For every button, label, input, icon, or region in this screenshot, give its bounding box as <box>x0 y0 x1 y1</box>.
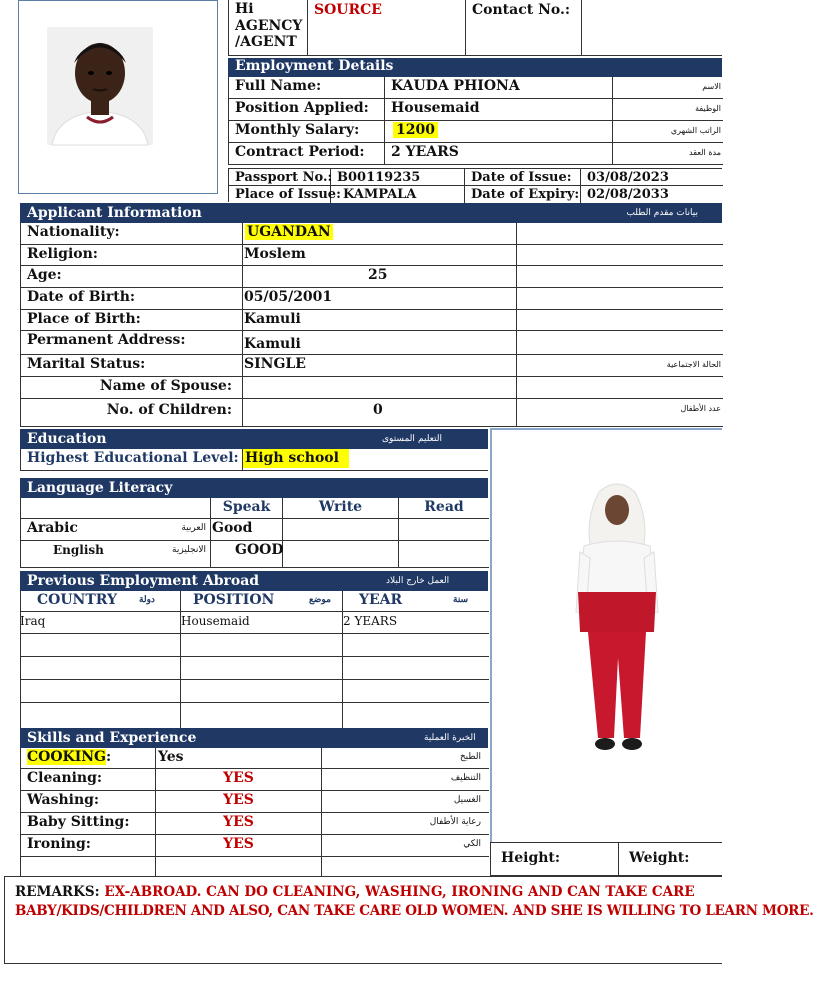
language-arabic-speak: Good <box>211 519 283 541</box>
employment-details-table <box>228 77 722 165</box>
header-row <box>228 0 722 56</box>
previous-employment-title: Previous Employment Abroad <box>27 573 260 589</box>
country-header: COUNTRY دولة <box>21 591 181 612</box>
contract-period-label: Contract Period: <box>229 143 385 165</box>
skills-title: Skills and Experience <box>27 730 197 746</box>
language-arabic-ar: العربية <box>151 519 211 541</box>
education-title: Education <box>27 431 107 447</box>
monthly-salary-value: 1200 <box>393 122 438 138</box>
monthly-salary-arabic: الراتب الشهري <box>613 121 723 143</box>
applicant-info-header <box>20 203 722 223</box>
language-table <box>20 498 488 568</box>
position-applied-arabic: الوظيفة <box>613 99 723 121</box>
skill-ironing-label: Ironing: <box>21 835 156 857</box>
education-level-value: High school <box>243 449 349 468</box>
date-of-birth-label: Date of Birth: <box>21 288 243 310</box>
age-label: Age: <box>21 266 243 288</box>
skill-cleaning-arabic: التنظيف <box>322 769 489 791</box>
source-label: SOURCE <box>314 2 382 18</box>
language-english-speak: GOOD <box>211 541 283 568</box>
full-name-value: KAUDA PHIONA <box>385 77 613 99</box>
date-of-birth-value: 05/05/2001 <box>243 288 517 310</box>
nationality-label: Nationality: <box>21 223 243 245</box>
nationality-value: UGANDAN <box>247 224 331 240</box>
remarks-text-1: EX-ABROAD. CAN DO CLEANING, WASHING, IRONING AND CAN TAKE CARE <box>104 884 695 900</box>
previous-employment-header: Previous Employment Abroad العمل خارج البلاد <box>20 571 488 591</box>
place-of-birth-label: Place of Birth: <box>21 310 243 331</box>
skill-baby-sitting-label: Baby Sitting: <box>21 813 156 835</box>
passport-no-value: B00119235 <box>331 169 465 186</box>
marital-status-arabic: الحالة الاجتماعية <box>517 355 723 377</box>
age-value: 25 <box>243 266 517 288</box>
skill-washing-arabic: الغسيل <box>322 791 489 813</box>
date-of-expiry-value: 02/08/2033 <box>587 187 669 202</box>
skill-washing-value: YES <box>156 791 322 813</box>
education-level-label: Highest Educational Level: <box>21 449 243 470</box>
permanent-address-label: Permanent Address: <box>21 331 243 355</box>
religion-value: Moslem <box>243 245 517 266</box>
employment-details-header <box>228 58 722 77</box>
position-applied-label: Position Applied: <box>229 99 385 121</box>
remarks-box <box>4 876 813 964</box>
place-of-issue-label: Place of Issue: <box>229 186 331 203</box>
remarks-text-2: BABY/KIDS/CHILDREN AND ALSO, CAN TAKE CARE OLD WOMEN. AND SHE IS WILLING TO LEARN MORE. <box>15 903 813 919</box>
date-of-issue-label: Date of Issue: <box>465 169 581 186</box>
previous-position-value: Housemaid <box>181 612 343 634</box>
full-name-label: Full Name: <box>229 77 385 99</box>
passport-no-label: Passport No.: <box>229 169 331 186</box>
skills-table <box>20 748 488 876</box>
weight-label: Weight: <box>629 850 690 866</box>
name-of-spouse-label: Name of Spouse: <box>21 377 243 399</box>
language-english-ar: الانجليزية <box>151 541 211 568</box>
date-of-issue-value: 03/08/2023 <box>581 169 723 186</box>
language-english-label: English <box>21 541 151 568</box>
marital-status-value: SINGLE <box>243 355 517 377</box>
education-level-cell <box>243 449 489 470</box>
place-of-issue-value: KAMPALA <box>331 186 465 203</box>
position-header: POSITION موضع <box>181 591 343 612</box>
speak-header: Speak <box>211 498 283 519</box>
contact-label: Contact No.: <box>472 2 570 18</box>
skill-cleaning-value: YES <box>156 769 322 791</box>
previous-country-value: Iraq <box>20 612 181 634</box>
skill-cooking-label: COOKING: <box>21 748 156 769</box>
religion-label: Religion: <box>21 245 243 266</box>
previous-year-value: 2 YEARS <box>343 612 489 634</box>
skill-washing-label: Washing: <box>21 791 156 813</box>
year-header: YEAR سنة <box>343 591 489 612</box>
skill-cleaning-label: Cleaning: <box>21 769 156 791</box>
no-of-children-value: 0 <box>243 399 517 427</box>
no-of-children-label: No. of Children: <box>21 399 243 427</box>
full-name-arabic: الاسم <box>613 77 723 99</box>
education-header: Education المستوى التعليم <box>20 429 488 449</box>
date-of-expiry-label: Date of Expiry: <box>465 186 581 203</box>
measurements-row <box>490 842 722 876</box>
skill-cooking-value: Yes <box>156 748 322 769</box>
no-of-children-arabic: عدد الأطفال <box>517 399 723 427</box>
previous-employment-table <box>20 591 488 728</box>
monthly-salary-cell <box>385 121 613 143</box>
language-arabic-label: Arabic <box>21 519 151 541</box>
employment-details-title: Employment Details <box>235 58 394 74</box>
skill-baby-sitting-value: YES <box>156 813 322 835</box>
nationality-arabic <box>517 223 723 245</box>
write-header: Write <box>283 498 399 519</box>
contract-period-value: 2 YEARS <box>385 143 613 165</box>
skill-ironing-value: YES <box>156 835 322 857</box>
portrait-photo-frame <box>18 0 218 194</box>
portrait-photo <box>47 27 153 145</box>
skills-header: Skills and Experience الخبرة العملية <box>20 728 488 748</box>
position-applied-value: Housemaid <box>385 99 613 121</box>
language-title: Language Literacy <box>27 480 173 496</box>
read-header: Read <box>399 498 489 519</box>
skill-cooking-arabic: الطبخ <box>322 748 489 769</box>
applicant-info-title: Applicant Information <box>27 205 202 221</box>
nationality-cell <box>243 223 517 245</box>
height-label: Height: <box>491 843 619 875</box>
place-of-birth-value: Kamuli <box>243 310 517 331</box>
full-body-photo <box>574 482 660 768</box>
permanent-address-value: Kamuli <box>243 331 517 355</box>
agency-label: Hi AGENCY /AGENT <box>235 1 303 50</box>
contract-period-arabic: مدة العقد <box>613 143 723 165</box>
education-row <box>20 449 488 471</box>
language-header <box>20 478 488 498</box>
marital-status-label: Marital Status: <box>21 355 243 377</box>
remarks-label: REMARKS: <box>15 884 100 900</box>
skill-ironing-arabic: الكي <box>322 835 489 857</box>
full-body-photo-frame <box>490 428 722 842</box>
applicant-info-title-arabic: بيانات مقدم الطلب <box>626 208 698 218</box>
applicant-info-table <box>20 223 722 427</box>
name-of-spouse-value <box>243 377 517 399</box>
monthly-salary-label: Monthly Salary: <box>229 121 385 143</box>
skill-baby-sitting-arabic: رعاية الأطفال <box>322 813 489 835</box>
passport-table <box>228 168 722 202</box>
remarks-line-1 <box>15 883 695 902</box>
